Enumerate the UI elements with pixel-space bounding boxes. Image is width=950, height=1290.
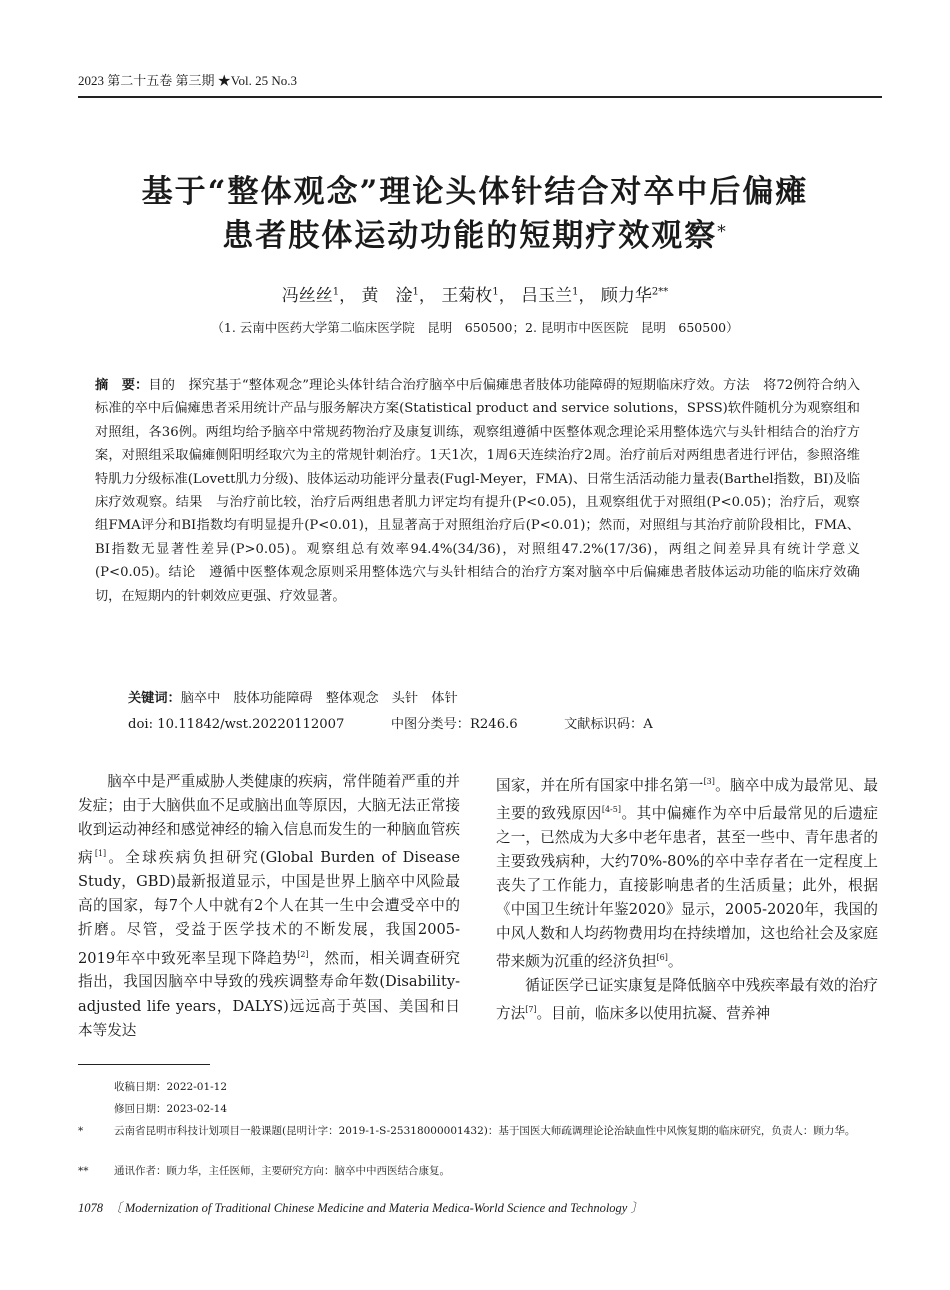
footnote-revised: 修回日期：2023-02-14 [114, 1103, 228, 1115]
footnote-fund [78, 1122, 882, 1140]
footnote-received: 收稿日期：2022-01-12 [114, 1081, 228, 1093]
fund-mark: * [78, 1125, 84, 1137]
text-run: 。全球疾病负担研究(Global Burden of Disease Study，GBD)最新报道显示，中国是世界上脑卒中风险最高的国家，每7个人中就有2个人在其一生中会遭受卒中的折磨。尽管，受益于医学技术的不断发展，我国2005-2019年卒中致死率呈现下降趋势 [78, 849, 460, 967]
title-line-2-text: 患者肢体运动功能的短期疗效观察 [222, 218, 718, 254]
correspondence-text: 通讯作者：顾力华，主任医师，主要研究方向：脑卒中中西医结合康复。 [114, 1165, 450, 1177]
paragraph [496, 770, 878, 974]
author-name: 冯丝丝 [281, 286, 333, 306]
author-name: 吕玉兰 [521, 286, 573, 306]
text-run: 。脑卒中成为最常见、最主要的致残原因 [496, 776, 878, 822]
clc-number: 中图分类号：R246.6 [390, 717, 518, 732]
citation[interactable]: [2] [297, 949, 309, 959]
author-name: 黄 淦 [361, 286, 413, 306]
citation[interactable]: [3] [703, 777, 715, 786]
text-run: 循证医学已证实康复是降低脑卒中残疾率最有效的治疗方法 [496, 977, 878, 1023]
keywords [128, 687, 458, 706]
author-affil-sup: 1 [412, 286, 419, 298]
fund-text: 云南省昆明市科技计划项目一般课题(昆明计字：2019-1-S-25318000001432)：基于国医大师疏调理论论治缺血性中风恢复期的临床研究，负责人：顾力华。 [114, 1125, 856, 1137]
author-affil-sup: 1 [572, 286, 579, 298]
text-run: 。其中偏瘫作为卒中后最常见的后遗症之一，已然成为大多中老年患者，甚至一些中、青年患者的主要致残病种，大约70%-80%的卒中幸存者在一定程度上丧失了工作能力，直接影响患者的生活质量；此外，根据《中国卫生统计年鉴2020》显示，2005-2020年，我国的中风人数和人均药物费用均在持续增加，这也给社会及家庭带来颇为沉重的经济负担 [496, 804, 878, 971]
keywords-text: 脑卒中 肢体功能障碍 整体观念 头针 体针 [180, 691, 458, 706]
author-affil-sup: 1 [332, 286, 340, 298]
document-code: 文献标识码：A [564, 717, 653, 732]
author-affil-sup: 1 [492, 286, 499, 298]
text-run: 脑卒中是严重威胁人类健康的疾病，常伴随着严重的并发症；由于大脑供血不足或脑出血等原因，大脑无法正常接收到运动神经和感觉神经的输入信息而发生的一种脑血管疾病 [78, 773, 460, 867]
footnote-correspondence [78, 1162, 882, 1180]
body-column-left [78, 770, 460, 1043]
doi: doi: 10.11842/wst.20220112007 [128, 717, 345, 732]
running-header: 2023 第二十五卷 第三期 ★Vol. 25 No.3 [78, 73, 297, 88]
text-run: 。 [667, 953, 683, 971]
author-affil-sup: 2** [651, 286, 669, 298]
body-column-right [496, 770, 878, 1026]
text-run: ，然而，相关调查研究指出，我国因脑卒中导致的残疾调整寿命年数(Disability-adjusted life years，DALYS)远远高于英国、美国和日本等发达 [78, 949, 460, 1039]
title-line-1: 基于“整体观念”理论头体针结合对卒中后偏瘫 [141, 174, 809, 210]
citation[interactable]: [1] [94, 849, 107, 859]
abstract-label: 摘 要： [95, 378, 149, 393]
footnote-rule [78, 1064, 210, 1065]
citation[interactable]: [7] [525, 1005, 537, 1015]
author-list: 冯丝丝$^1$， 黄 淦$^1$， 王菊枚$^1$， 吕玉兰$^1$， 顾力华$^{2**}$ [281, 286, 669, 306]
citation[interactable]: [4-5] [601, 804, 621, 814]
author-name: 顾力华 [600, 286, 652, 306]
paragraph [496, 974, 878, 1026]
abstract-text: 目的 探究基于“整体观念”理论头体针结合治疗脑卒中后偏瘫患者肢体功能障碍的短期临床疗效。方法 将72例符合纳入标准的卒中后偏瘫患者采用统计产品与服务解决方案(Statistical product and service solutions，SPSS)软件随机分为观察组和对照组，各36例。两组均给予脑卒中常规药物治疗及康复训练，观察组遵循中医整体观念理论采用整体选穴与头针相结合的治疗方案，对照组采取偏瘫侧阳明经取穴为主的常规针刺治疗。1天1次，1周6天连续治疗2周。治疗前后对两组患者进行评估，参照洛维特肌力分级标准(Lovett肌力分级)、肢体运动功能评分量表(Fugl-Meyer，FMA)、日常生活活动能力量表(Barthel指数，BI)及临床疗效观察。结果 与治疗前比较，治疗后两组患者肌力评定均有提升(P<0.05)，且观察组优于对照组(P<0.05)；治疗后，观察组FMA评分和BI指数均有明显提升(P<0.01)，且显著高于对照组治疗后(P<0.01)；然而，对照组与其治疗前阶段相比，FMA、BI指数无显著性差异(P>0.05)。观察组总有效率94.4%(34/36)，对照组47.2%(17/36)，两组之间差异具有统计学意义(P<0.05)。结论 遵循中医整体观念原则采用整体选穴与头针相结合的治疗方案对脑卒中后偏瘫患者肢体运动功能的临床疗效确切，在短期内的针刺效应更强、疗效显著。 [95, 378, 861, 604]
doi-line [128, 713, 653, 732]
page-footer: 1078 〔 Modernization of Traditional Chinese Medicine and Materia Medica-World Science and Technology 〕 [78, 1201, 643, 1215]
abstract [95, 374, 860, 608]
title-fund-mark: * [717, 222, 728, 242]
text-run: 国家，并在所有国家中排名第一 [496, 776, 704, 794]
affiliation: （1. 云南中医药大学第二临床医学院 昆明 650500；2. 昆明市中医医院 昆明 650500） [211, 320, 739, 335]
paragraph [78, 770, 460, 1043]
header-rule [78, 96, 882, 98]
text-run: 。目前，临床多以使用抗凝、营养神 [536, 1005, 771, 1023]
correspondence-mark: ** [78, 1165, 89, 1177]
author-name: 王菊枚 [441, 286, 493, 306]
keywords-label: 关键词： [128, 691, 181, 706]
citation[interactable]: [6] [656, 953, 668, 963]
title-line-2 [0, 214, 950, 258]
